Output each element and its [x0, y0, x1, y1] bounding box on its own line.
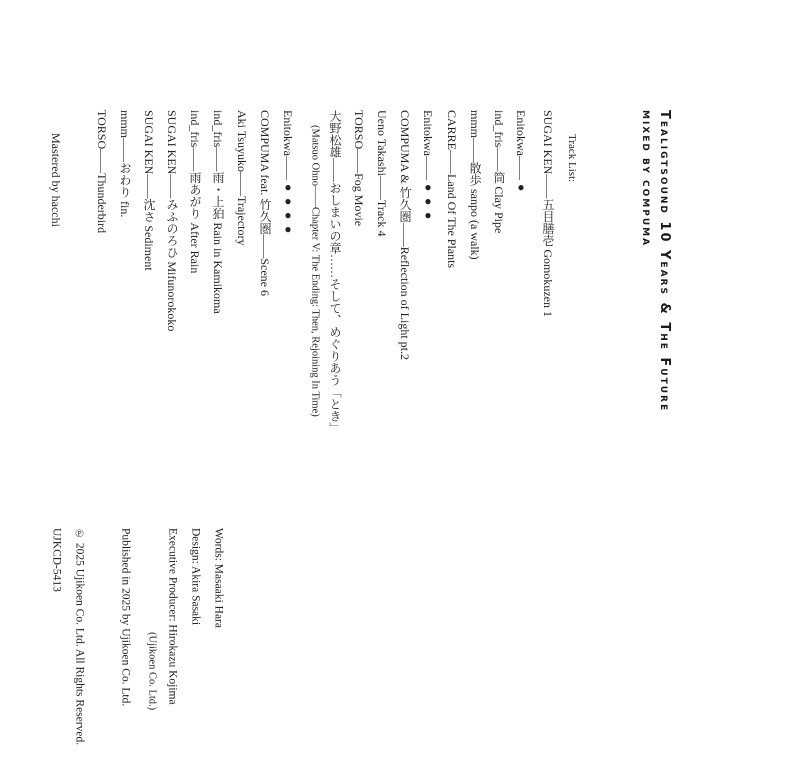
track-item-translation: (Matsuo Ohno——Chapter V: The Ending: Then, Rejoining In Time) [309, 125, 321, 417]
track-item: Enitokwa——● [514, 110, 528, 194]
track-item: COMPUMA & 竹久圏——Reflection of Light pt.2 [398, 110, 412, 360]
credit-copyright: ℗ 2025 Ujikoen Co. Ltd. All Rights Reserved. [73, 528, 86, 746]
track-item: 大野松雄——おしまいの章……そして、めぐりあう「とき」 [328, 110, 342, 434]
track-item: ind_fris——雨あがり After Rain [188, 110, 202, 274]
credit-producer: Executive Producer: Hirokazu Kojima [166, 528, 179, 705]
track-item: TORSO——Fog Movie [352, 110, 366, 227]
track-item: SUGAI KEN——みふのろひ Mifunorokoko [165, 110, 179, 332]
album-title: Tealigtsound 10 Years & The Future [657, 110, 672, 413]
credit-words: Words: Masaaki Hara [212, 528, 225, 628]
track-item: SUGAI KEN——五目膳壱 Gomokuzen 1 [541, 110, 555, 317]
credit-published: Published in 2025 by Ujikoen Co. Ltd. [119, 528, 132, 707]
track-item: COMPUMA feat. 竹久圏——Scene 6 [258, 110, 272, 296]
track-item: mmm——散歩 sanpo (a walk) [468, 110, 482, 260]
catalog-number: UJKCD-5413 [50, 528, 63, 592]
track-item: Enitokwa——●●●● [281, 110, 295, 236]
tracklist-label: Track List: [566, 134, 578, 183]
track-item: Enitokwa——●●● [421, 110, 435, 222]
track-item: mmm——おわり fin. [118, 110, 132, 218]
track-item: ind_fris——雨・上狛 Rain in Kamikoma [211, 110, 225, 314]
track-item: Ueno Takashi——Track 4 [375, 110, 389, 237]
mastered-credit: Mastered by hacchi [49, 133, 63, 227]
track-item: TORSO——Thunderbird [95, 110, 109, 234]
track-item: ind_fris——筒 Clay Pipe [492, 110, 506, 234]
credit-design: Design: Akira Sasaki [189, 528, 202, 626]
album-subtitle: MIXED BY COMPUMA [640, 110, 650, 248]
credit-producer-org: (Ujikoen Co. Ltd.) [146, 632, 158, 711]
track-item: CARRE——Land Of The Plants [445, 110, 459, 269]
track-item: Aki Tsuyuko——Trajectory [235, 110, 249, 246]
track-item: SUGAI KEN——沈さ Sediment [142, 110, 156, 271]
